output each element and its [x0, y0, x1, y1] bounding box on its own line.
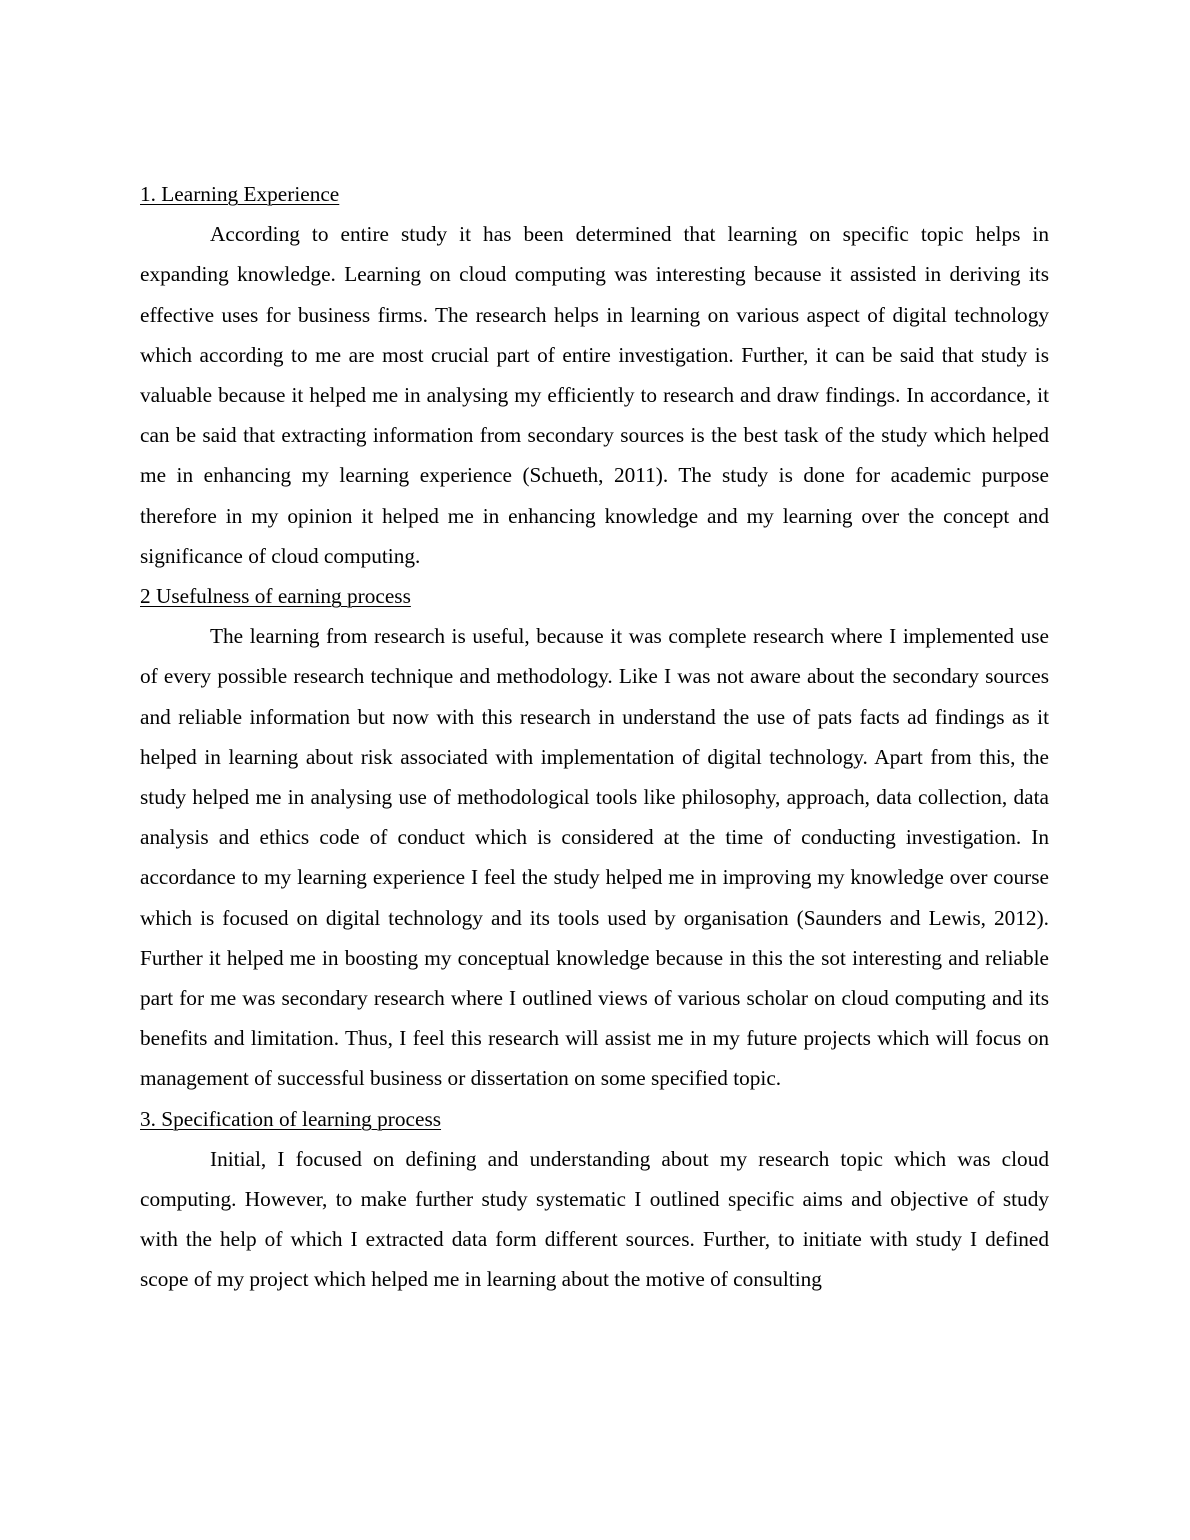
section-paragraph: According to entire study it has been determined that learning on specific topic helps in expanding knowledge. Learning on cloud computing was interesting because it assisted in deriving its effective uses for business firms. The research helps in learning on various aspect of digital technology which according to me are most crucial part of entire investigation. Further, it can be said that study is valuable because it helped me in analysing my efficiently to research and draw findings. In accordance, it can be said that extracting information from secondary sources is the best task of the study which helped me in enhancing my learning experience (Schueth, 2011). The study is done for academic purpose therefore in my opinion it helped me in enhancing knowledge and my learning over the concept and significance of cloud computing. — [140, 222, 1049, 568]
section-paragraph: Initial, I focused on defining and understanding about my research topic which was cloud computing. However, to make further study systematic I outlined specific aims and objective of study with the help of which I extracted data form different sources. Further, to initiate with study I defined scope of my project which helped me in learning about the motive of consulting — [140, 1146, 1049, 1292]
document-page — [140, 174, 1049, 1300]
section-learning-experience — [140, 174, 1049, 576]
section-specification — [140, 1099, 1049, 1300]
section-heading: 1. Learning Experience — [140, 182, 340, 206]
section-usefulness — [140, 576, 1049, 1099]
section-heading: 3. Specification of learning process — [140, 1106, 442, 1131]
section-paragraph: The learning from research is useful, because it was complete research where I implemented use of every possible research technique and methodology. Like I was not aware about the secondary sources and reliable information but now with this research in understand the use of pats facts ad findings as it helped in learning about risk associated with implementation of digital technology. Apart from this, the study helped me in analysing use of methodological tools like philosophy, approach, data collection, data analysis and ethics code of conduct which is considered at the time of conducting investigation. In accordance to my learning experience I feel the study helped me in improving my knowledge over course which is focused on digital technology and its tools used by organisation (Saunders and Lewis, 2012). Further it helped me in boosting my conceptual knowledge because in this the sot interesting and reliable part for me was secondary research where I outlined views of various scholar on cloud computing and its benefits and limitation. Thus, I feel this research will assist me in my future projects which will focus on management of successful business or dissertation on some specified topic. — [140, 624, 1049, 1091]
section-heading: 2 Usefulness of earning process — [140, 584, 411, 609]
